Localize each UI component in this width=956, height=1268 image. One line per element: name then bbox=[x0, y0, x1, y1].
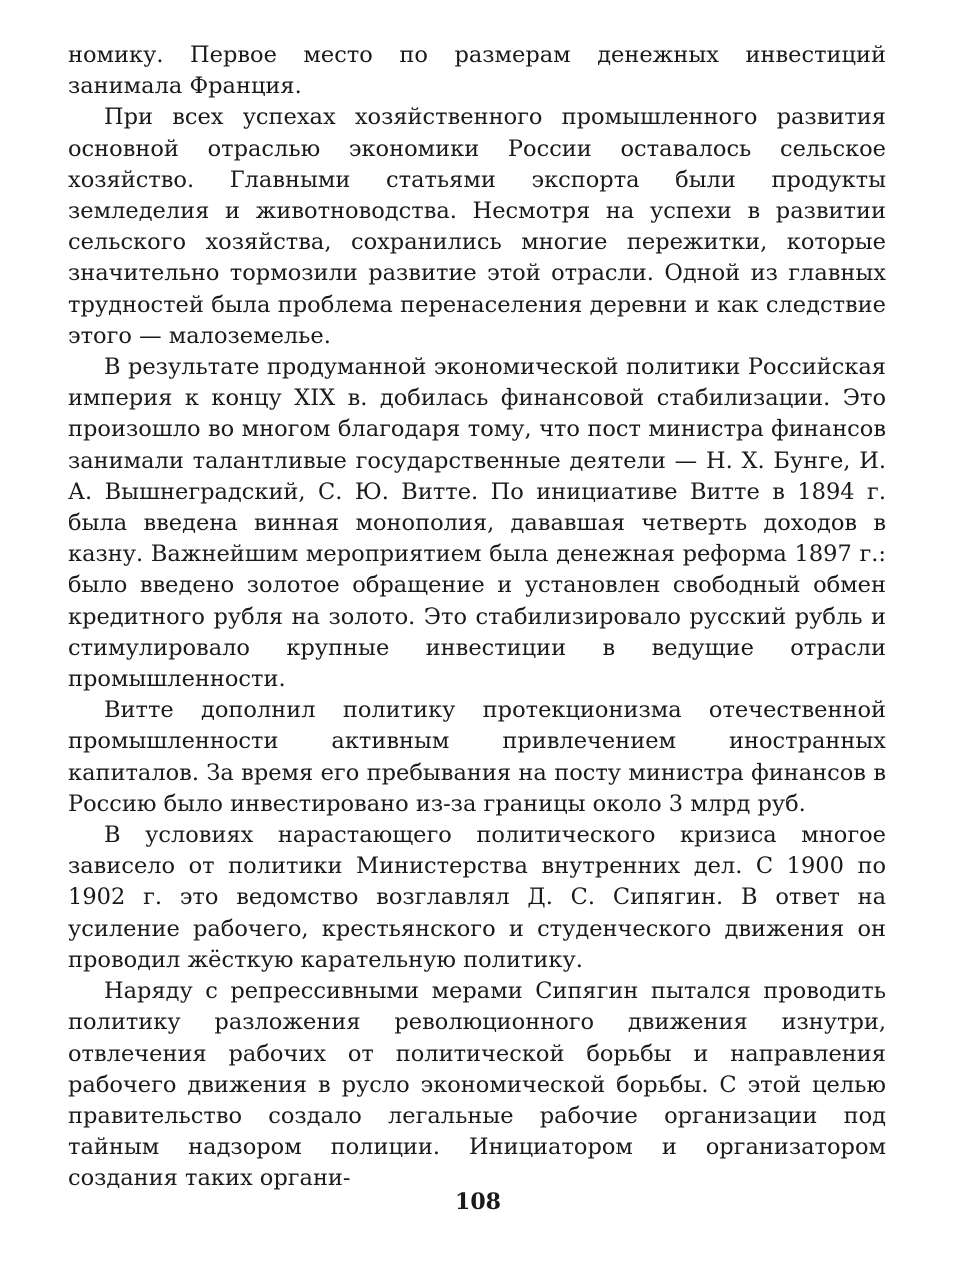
paragraph-repressive-measures: Наряду с репрессивными мерами Сипягин пытался проводить политику разложения революционного движения изнутри, отвлечения рабочих от политической борьбы и направления рабочего движения в русло экономической борьбы. С этой целью правительство создало легальные рабочие организации под тайным надзором полиции. Инициатором и организатором создания таких органи- bbox=[68, 978, 886, 1192]
paragraph-financial-stabilization: В результате продуманной экономической политики Российская империя к концу XIX в. добилась финансовой стабилизации. Это произошло во многом благодаря тому, что пост министра финансов занимали талантливые государственные деятели — Н. Х. Бунге, И. А. Вышнеградский, С. Ю. Витте. По инициативе Витте в 1894 г. была введена винная монополия, дававшая четверть доходов в казну. Важнейшим мероприятием была денежная реформа 1897 г.: было введено золотое обращение и установлен свободный обмен кредитного рубля на золото. Это стабилизировало русский рубль и стимулировало крупные инвестиции в ведущие отрасли промышленности. bbox=[68, 354, 886, 693]
page-number: 108 bbox=[455, 1189, 501, 1215]
paragraph-sipyagin: В условиях нарастающего политического кризиса многое зависело от политики Министерства внутренних дел. С 1900 по 1902 г. это ведомство возглавлял Д. С. Сипягин. В ответ на усиление рабочего, крестьянского и студенческого движения он проводил жёсткую карательную политику. bbox=[68, 822, 886, 973]
paragraph-continuation: номику. Первое место по размерам денежных инвестиций занимала Франция. bbox=[68, 42, 886, 100]
page-body bbox=[68, 40, 886, 1195]
paragraph-agriculture: При всех успехах хозяйственного промышленного развития основной отраслью экономики России оставалось сельское хозяйство. Главными статьями экспорта были продукты земледелия и животноводства. Несмотря на успехи в развитии сельского хозяйства, сохранились многие пережитки, которые значительно тормозили развитие этой отрасли. Одной из главных трудностей была проблема перенаселения деревни и как следствие этого — малоземелье. bbox=[68, 104, 886, 349]
paragraph-witte-capital: Витте дополнил политику протекционизма отечественной промышленности активным привлечением иностранных капиталов. За время его пребывания на посту министра финансов в Россию было инвестировано из-за границы около 3 млрд руб. bbox=[68, 697, 886, 817]
